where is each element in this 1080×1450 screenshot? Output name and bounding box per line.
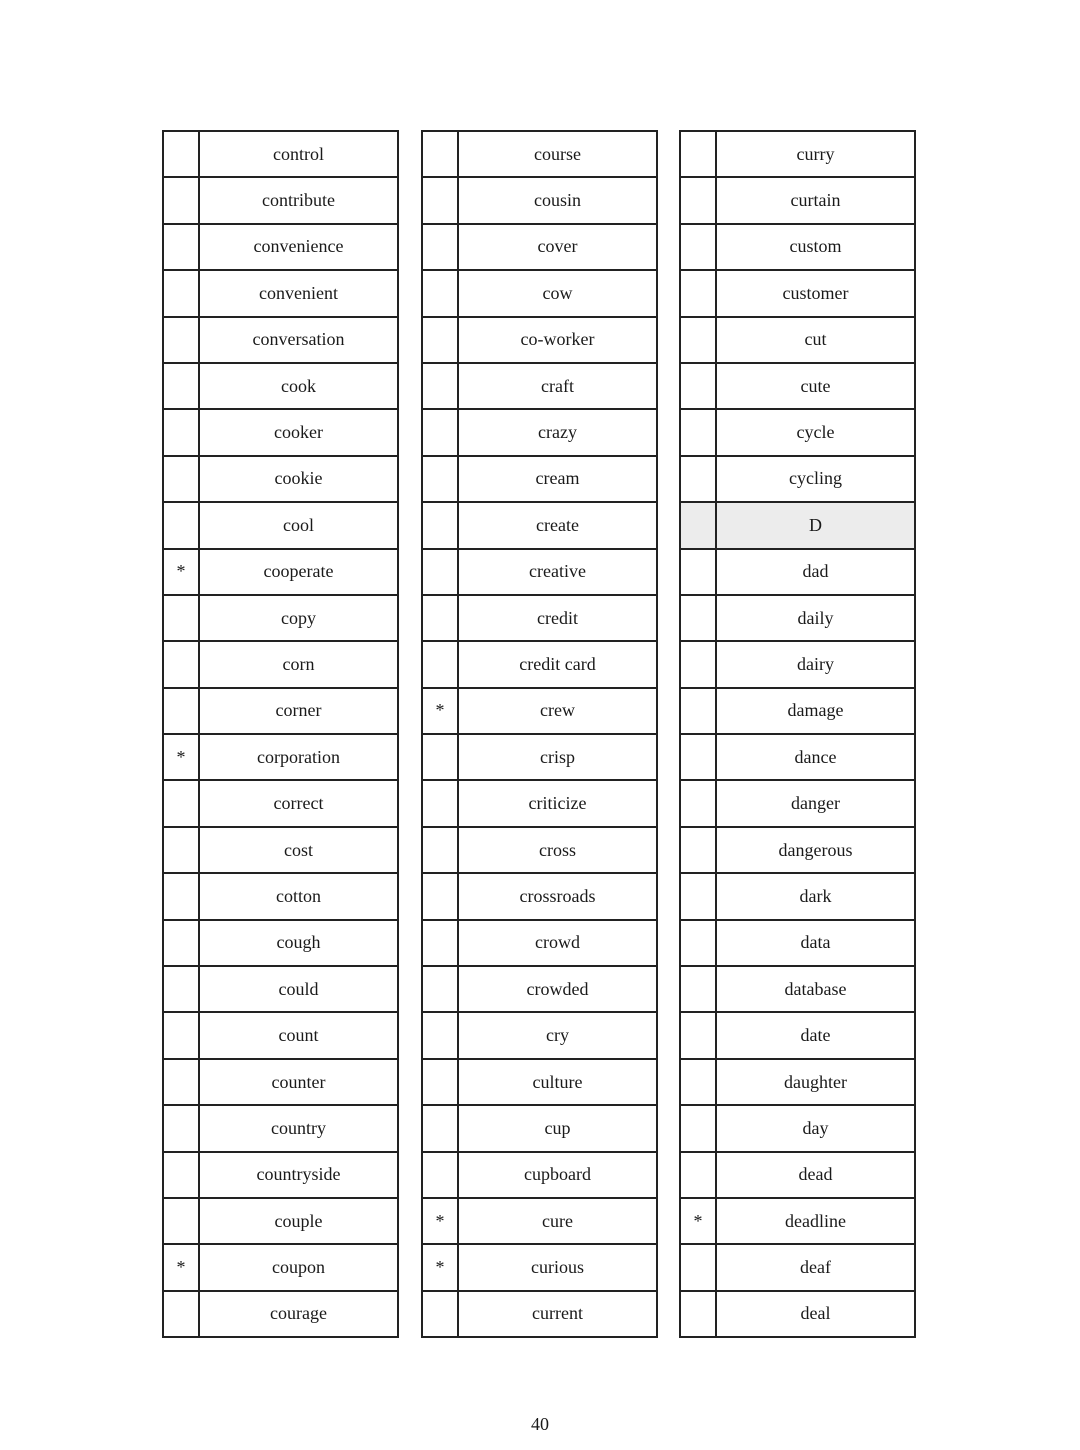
word-row [163, 873, 398, 919]
word-row [422, 1244, 657, 1290]
asterisk-mark-cell [680, 873, 716, 919]
asterisk-mark-cell [680, 177, 716, 223]
asterisk-mark-cell [422, 502, 458, 548]
word-row [163, 409, 398, 455]
word-cell: custom [716, 224, 915, 270]
word-cell: cross [458, 827, 657, 873]
asterisk-mark-cell [422, 1291, 458, 1337]
asterisk-mark-cell: * [422, 1244, 458, 1290]
word-cell: dangerous [716, 827, 915, 873]
word-cell: could [199, 966, 398, 1012]
word-cell: cough [199, 920, 398, 966]
word-cell: country [199, 1105, 398, 1151]
word-cell: cow [458, 270, 657, 316]
asterisk-mark-cell [680, 1244, 716, 1290]
word-row [422, 641, 657, 687]
asterisk-mark-cell [422, 1105, 458, 1151]
word-cell: creative [458, 549, 657, 595]
asterisk-mark-cell: * [422, 1198, 458, 1244]
asterisk-mark-cell [422, 1152, 458, 1198]
word-row [422, 1198, 657, 1244]
asterisk-mark-cell: * [680, 1198, 716, 1244]
word-cell: damage [716, 688, 915, 734]
word-row [163, 641, 398, 687]
word-cell: course [458, 131, 657, 177]
asterisk-mark-cell [163, 780, 199, 826]
word-row [163, 549, 398, 595]
word-cell: cook [199, 363, 398, 409]
word-row [680, 224, 915, 270]
asterisk-mark-cell [163, 177, 199, 223]
word-cell: cute [716, 363, 915, 409]
word-row [163, 595, 398, 641]
asterisk-mark-cell [422, 177, 458, 223]
word-cell: corner [199, 688, 398, 734]
asterisk-mark-cell [680, 131, 716, 177]
word-cell: curtain [716, 177, 915, 223]
word-row [163, 1152, 398, 1198]
word-cell: co-worker [458, 317, 657, 363]
asterisk-mark-cell [680, 595, 716, 641]
word-cell: cotton [199, 873, 398, 919]
word-row [163, 224, 398, 270]
word-cell: curry [716, 131, 915, 177]
word-cell: cycle [716, 409, 915, 455]
word-row [680, 920, 915, 966]
word-cell: credit card [458, 641, 657, 687]
word-cell: count [199, 1012, 398, 1058]
asterisk-mark-cell [163, 966, 199, 1012]
word-cell: countryside [199, 1152, 398, 1198]
word-cell: create [458, 502, 657, 548]
asterisk-mark-cell [680, 780, 716, 826]
word-cell: deal [716, 1291, 915, 1337]
asterisk-mark-cell [422, 363, 458, 409]
word-cell: crossroads [458, 873, 657, 919]
word-row [680, 873, 915, 919]
asterisk-mark-cell [422, 641, 458, 687]
asterisk-mark-cell [422, 1012, 458, 1058]
asterisk-mark-cell [680, 1291, 716, 1337]
word-cell: cooker [199, 409, 398, 455]
word-row [163, 270, 398, 316]
word-row [163, 688, 398, 734]
asterisk-mark-cell [680, 688, 716, 734]
word-table-column-2 [421, 130, 658, 1338]
asterisk-mark-cell [163, 317, 199, 363]
word-row [680, 1059, 915, 1105]
word-row [163, 1198, 398, 1244]
asterisk-mark-cell [680, 1105, 716, 1151]
word-row [163, 780, 398, 826]
word-cell: dark [716, 873, 915, 919]
asterisk-mark-cell [163, 827, 199, 873]
word-row [422, 270, 657, 316]
word-row [680, 1105, 915, 1151]
word-row [422, 734, 657, 780]
word-cell: cooperate [199, 549, 398, 595]
word-cell: day [716, 1105, 915, 1151]
asterisk-mark-cell [422, 456, 458, 502]
word-row [680, 966, 915, 1012]
word-row [163, 177, 398, 223]
word-row [680, 780, 915, 826]
word-cell: copy [199, 595, 398, 641]
asterisk-mark-cell: * [422, 688, 458, 734]
letter-heading: D [716, 502, 915, 548]
word-cell: crisp [458, 734, 657, 780]
word-row [163, 1244, 398, 1290]
word-cell: control [199, 131, 398, 177]
word-row [680, 317, 915, 363]
asterisk-mark-cell [422, 1059, 458, 1105]
word-cell: craft [458, 363, 657, 409]
asterisk-mark-cell [163, 1105, 199, 1151]
asterisk-mark-cell [422, 966, 458, 1012]
word-row [680, 1152, 915, 1198]
word-cell: cost [199, 827, 398, 873]
word-row [163, 317, 398, 363]
word-row [422, 177, 657, 223]
word-cell: convenience [199, 224, 398, 270]
word-cell: deadline [716, 1198, 915, 1244]
word-cell: current [458, 1291, 657, 1337]
asterisk-mark-cell [163, 641, 199, 687]
word-row [422, 1152, 657, 1198]
asterisk-mark-cell [163, 1012, 199, 1058]
word-row [163, 966, 398, 1012]
asterisk-mark-cell [422, 549, 458, 595]
word-table-column-3 [679, 130, 916, 1338]
asterisk-mark-cell [680, 920, 716, 966]
asterisk-mark-cell [422, 595, 458, 641]
word-row [422, 224, 657, 270]
word-row [680, 549, 915, 595]
asterisk-mark-cell [163, 1059, 199, 1105]
word-row [680, 1291, 915, 1337]
asterisk-mark-cell [680, 1152, 716, 1198]
asterisk-mark-cell [680, 317, 716, 363]
word-cell: daily [716, 595, 915, 641]
word-cell: cream [458, 456, 657, 502]
word-row [422, 131, 657, 177]
asterisk-mark-cell: * [163, 734, 199, 780]
word-row [422, 920, 657, 966]
asterisk-mark-cell [680, 641, 716, 687]
asterisk-mark-cell: * [163, 1244, 199, 1290]
word-cell: deaf [716, 1244, 915, 1290]
word-row [680, 131, 915, 177]
asterisk-mark-cell [163, 1198, 199, 1244]
word-cell: corporation [199, 734, 398, 780]
word-row [422, 549, 657, 595]
word-row [422, 456, 657, 502]
word-cell: curious [458, 1244, 657, 1290]
word-row [422, 595, 657, 641]
word-row [163, 502, 398, 548]
word-row [422, 317, 657, 363]
word-row [680, 363, 915, 409]
asterisk-mark-cell [163, 409, 199, 455]
asterisk-mark-cell [680, 549, 716, 595]
word-row [680, 456, 915, 502]
word-cell: daughter [716, 1059, 915, 1105]
word-cell: dance [716, 734, 915, 780]
word-cell: crowd [458, 920, 657, 966]
word-cell: database [716, 966, 915, 1012]
asterisk-mark-cell [680, 1059, 716, 1105]
asterisk-mark-cell [163, 920, 199, 966]
word-cell: crowded [458, 966, 657, 1012]
word-row [163, 734, 398, 780]
asterisk-mark-cell [680, 456, 716, 502]
word-cell: date [716, 1012, 915, 1058]
word-cell: convenient [199, 270, 398, 316]
asterisk-mark-cell [680, 409, 716, 455]
asterisk-mark-cell [163, 873, 199, 919]
word-row [680, 1012, 915, 1058]
word-row [163, 920, 398, 966]
asterisk-mark-cell [422, 873, 458, 919]
word-cell: courage [199, 1291, 398, 1337]
word-row [163, 456, 398, 502]
word-row [422, 363, 657, 409]
word-row [422, 780, 657, 826]
asterisk-mark-cell [163, 270, 199, 316]
word-cell: correct [199, 780, 398, 826]
word-row [163, 363, 398, 409]
word-cell: cover [458, 224, 657, 270]
word-row [422, 873, 657, 919]
asterisk-mark-cell [422, 734, 458, 780]
asterisk-mark-cell [680, 1012, 716, 1058]
word-row [422, 966, 657, 1012]
word-cell: crazy [458, 409, 657, 455]
word-row [422, 1012, 657, 1058]
word-cell: couple [199, 1198, 398, 1244]
word-row [163, 827, 398, 873]
asterisk-mark-cell [422, 270, 458, 316]
word-row [680, 827, 915, 873]
word-row [680, 177, 915, 223]
word-row [163, 1012, 398, 1058]
word-cell: contribute [199, 177, 398, 223]
asterisk-mark-cell [422, 780, 458, 826]
page-number: 40 [531, 1414, 549, 1434]
word-cell: cry [458, 1012, 657, 1058]
word-row [680, 641, 915, 687]
asterisk-mark-cell [680, 224, 716, 270]
asterisk-mark-cell [680, 827, 716, 873]
word-row [422, 827, 657, 873]
word-row [163, 1291, 398, 1337]
word-row [422, 1059, 657, 1105]
word-cell: dead [716, 1152, 915, 1198]
word-cell: cup [458, 1105, 657, 1151]
asterisk-mark-cell [680, 502, 716, 548]
word-cell: crew [458, 688, 657, 734]
word-cell: cycling [716, 456, 915, 502]
asterisk-mark-cell [163, 224, 199, 270]
word-cell: credit [458, 595, 657, 641]
word-row [163, 1105, 398, 1151]
word-row [163, 1059, 398, 1105]
word-cell: cupboard [458, 1152, 657, 1198]
asterisk-mark-cell [163, 1291, 199, 1337]
word-table-column-1 [162, 130, 399, 1338]
asterisk-mark-cell [163, 502, 199, 548]
word-row [422, 502, 657, 548]
word-cell: cut [716, 317, 915, 363]
word-row [680, 734, 915, 780]
letter-section-header [680, 502, 915, 548]
word-cell: cousin [458, 177, 657, 223]
word-row [422, 409, 657, 455]
word-row [680, 409, 915, 455]
asterisk-mark-cell [163, 688, 199, 734]
word-row [422, 688, 657, 734]
word-row [422, 1291, 657, 1337]
word-row [680, 688, 915, 734]
asterisk-mark-cell [680, 734, 716, 780]
word-cell: data [716, 920, 915, 966]
asterisk-mark-cell [422, 920, 458, 966]
word-cell: cure [458, 1198, 657, 1244]
word-row [680, 1198, 915, 1244]
asterisk-mark-cell [422, 317, 458, 363]
asterisk-mark-cell [163, 131, 199, 177]
word-row [422, 1105, 657, 1151]
word-row [680, 1244, 915, 1290]
asterisk-mark-cell [163, 1152, 199, 1198]
word-cell: criticize [458, 780, 657, 826]
asterisk-mark-cell [163, 363, 199, 409]
word-cell: counter [199, 1059, 398, 1105]
word-cell: customer [716, 270, 915, 316]
asterisk-mark-cell [163, 595, 199, 641]
asterisk-mark-cell [422, 224, 458, 270]
word-cell: corn [199, 641, 398, 687]
asterisk-mark-cell [163, 456, 199, 502]
word-cell: cool [199, 502, 398, 548]
asterisk-mark-cell [422, 409, 458, 455]
word-row [680, 595, 915, 641]
asterisk-mark-cell [422, 827, 458, 873]
asterisk-mark-cell [680, 270, 716, 316]
word-cell: coupon [199, 1244, 398, 1290]
word-cell: cookie [199, 456, 398, 502]
asterisk-mark-cell [680, 966, 716, 1012]
word-cell: dad [716, 549, 915, 595]
word-cell: conversation [199, 317, 398, 363]
asterisk-mark-cell: * [163, 549, 199, 595]
word-row [680, 270, 915, 316]
asterisk-mark-cell [422, 131, 458, 177]
word-cell: dairy [716, 641, 915, 687]
word-cell: culture [458, 1059, 657, 1105]
word-cell: danger [716, 780, 915, 826]
asterisk-mark-cell [680, 363, 716, 409]
word-row [163, 131, 398, 177]
